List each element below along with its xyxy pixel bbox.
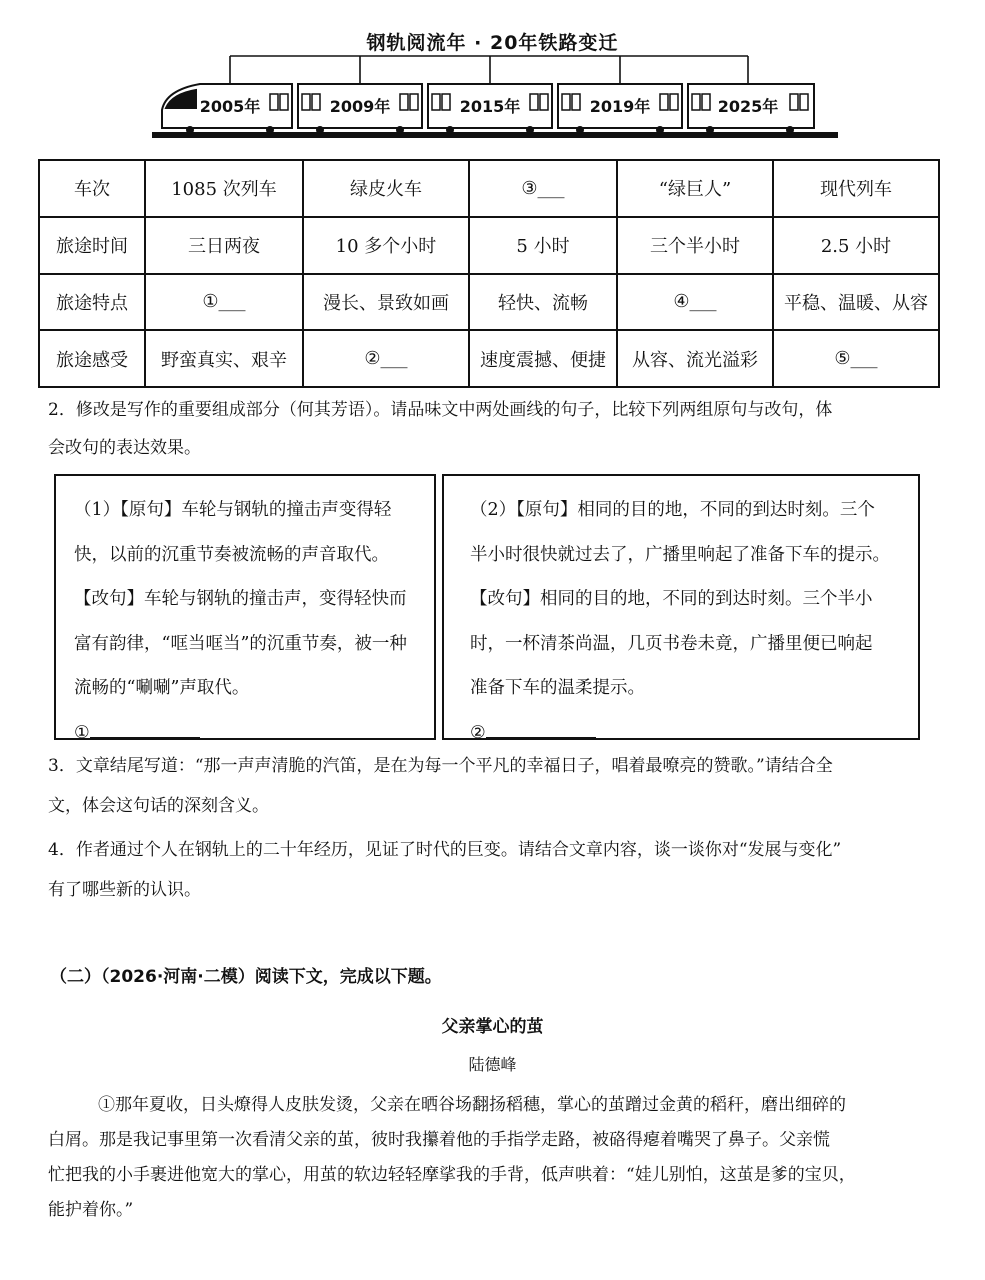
table-cell: ②___ (303, 330, 469, 387)
box-text-line: 【改句】车轮与钢轨的撞击声，变得轻快而 (74, 589, 407, 609)
answer-blank (90, 719, 200, 738)
table-cell: 绿皮火车 (303, 160, 469, 217)
question-2-line: 2．修改是写作的重要组成部分（何其芳语）。请品味文中两处画线的句子，比较下列两组原句与改句，体 (48, 400, 833, 420)
comparison-box-2 (442, 474, 920, 743)
table-cell: 10 多个小时 (303, 217, 469, 274)
box-text-line: 准备下车的温柔提示。 (470, 678, 645, 698)
table-cell: 旅途感受 (39, 330, 145, 387)
box-text-line: 半小时很快就过去了，广播里响起了准备下车的提示。 (470, 544, 890, 565)
answer-line-1 (74, 711, 416, 756)
box-text-line: 【改句】相同的目的地，不同的到达时刻。三个半小 (470, 589, 873, 609)
year-label-2025: 2025年 (717, 97, 779, 116)
box-text-line: 流畅的“唰唰”声取代。 (74, 678, 250, 698)
box-text-line: （1）【原句】车轮与钢轨的撞击声变得轻 (74, 500, 392, 520)
passage-line: 忙把我的小手裹进他宽大的掌心，用茧的软边轻轻摩挲我的手背，低声哄着：“娃儿别怕，这茧是爹的宝贝， (48, 1165, 856, 1185)
passage-line: ①那年夏收，日头燎得人皮肤发烫，父亲在晒谷场翻扬稻穗，掌心的茧蹭过金黄的稻秆，磨出细碎的 (98, 1095, 846, 1115)
year-label-2019: 2019年 (589, 97, 651, 116)
table-cell: ①___ (145, 274, 303, 331)
question-3-line: 3．文章结尾写道：“那一声声清脆的汽笛，是在为每一个平凡的幸福日子，唱着最嘹亮的赞歌。”请结合全 (48, 756, 833, 776)
box-text-line: （2）【原句】相同的目的地，不同的到达时刻。三个 (470, 500, 875, 520)
table-cell: 5 小时 (469, 217, 617, 274)
table-cell: 1085 次列车 (145, 160, 303, 217)
table-cell: 2.5 小时 (773, 217, 939, 274)
rail (152, 132, 838, 138)
box-text-line: 时，一杯清茶尚温，几页书卷未竟，广播里便已响起 (470, 633, 873, 654)
year-label-2009: 2009年 (329, 97, 391, 116)
answer-mark: ② (470, 722, 486, 743)
passage-title: 父亲掌心的茧 (441, 1017, 544, 1037)
table-cell: 现代列车 (773, 160, 939, 217)
box-text-line: 快，以前的沉重节奏被流畅的声音取代。 (74, 544, 389, 565)
answer-blank (486, 719, 596, 738)
table-row (39, 330, 939, 387)
table-cell: 旅途特点 (39, 274, 145, 331)
table-cell: ③___ (469, 160, 617, 217)
passage-line: 白屑。那是我记事里第一次看清父亲的茧，彼时我攥着他的手指学走路，被硌得瘪着嘴哭了鼻子。父亲慌 (48, 1130, 830, 1150)
table-cell: 三日两夜 (145, 217, 303, 274)
table-row (39, 274, 939, 331)
year-label-2015: 2015年 (459, 97, 521, 116)
passage-paragraph-1 (48, 1090, 943, 1225)
answer-mark: ① (74, 722, 90, 743)
question-2 (48, 396, 948, 462)
railway-comparison-table (38, 159, 940, 388)
table-cell: ④___ (617, 274, 773, 331)
table-cell: 三个半小时 (617, 217, 773, 274)
table-cell: 野蛮真实、艰辛 (145, 330, 303, 387)
passage-author: 陆德峰 (468, 1055, 517, 1074)
comparison-box-1 (54, 474, 436, 743)
table-cell: 轻快、流畅 (469, 274, 617, 331)
question-4 (48, 836, 948, 904)
table-cell: 速度震撼、便捷 (469, 330, 617, 387)
table-row (39, 217, 939, 274)
connector-lines (230, 56, 748, 86)
passage-line: 能护着你。” (48, 1200, 134, 1220)
table-cell: 从容、流光溢彩 (617, 330, 773, 387)
table-cell: 车次 (39, 160, 145, 217)
answer-line-2 (470, 711, 900, 756)
table-cell: 旅途时间 (39, 217, 145, 274)
table-cell: ⑤___ (773, 330, 939, 387)
year-label-2005: 2005年 (199, 97, 261, 116)
train-illustration (150, 48, 840, 148)
box-text-line: 富有韵律，“哐当哐当”的沉重节奏，被一种 (74, 633, 407, 654)
table-cell: 平稳、温暖、从容 (773, 274, 939, 331)
question-3-line: 文，体会这句话的深刻含义。 (48, 796, 269, 816)
diagram-title: 钢轨阅流年 · 20年铁路变迁 (366, 32, 619, 54)
question-2-line: 会改句的表达效果。 (48, 438, 201, 458)
table-cell: “绿巨人” (617, 160, 773, 217)
table-row (39, 160, 939, 217)
question-3 (48, 752, 948, 820)
question-4-line: 4．作者通过个人在钢轨上的二十年经历，见证了时代的巨变。请结合文章内容，谈一谈你对“发展与变化” (48, 840, 842, 860)
table-cell: 漫长、景致如画 (303, 274, 469, 331)
question-4-line: 有了哪些新的认识。 (48, 880, 201, 900)
section-heading: （二）（2026·河南·二模）阅读下文，完成以下题。 (50, 967, 442, 987)
